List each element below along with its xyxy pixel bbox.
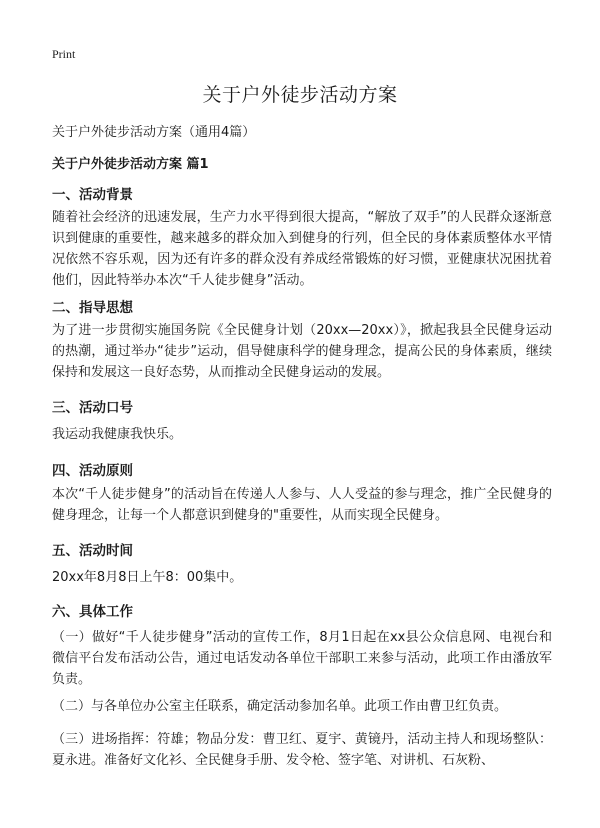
document-subtitle: 关于户外徒步活动方案（通用4篇）: [52, 125, 256, 140]
paragraph: 本次“千人徒步健身”的活动旨在传递人人参与、人人受益的参与理念，推广全民健身的健身理念，让每一个人都意识到健身的"重要性，从而实现全民健身。: [52, 487, 552, 523]
article-title: 关于户外徒步活动方案 篇1: [52, 157, 209, 172]
paragraph: 我运动我健康我快乐。: [52, 427, 183, 442]
paragraph: 为了进一步贯彻实施国务院《全民健身计划（20xx—20xx）》，掀起我县全民健身运动的热潮，通过举办“徒步”运动，倡导健康科学的健身理念，提高公民的身体素质，继续保持和发展这一良好态势，从而推动全民健身运动的发展。: [52, 323, 552, 380]
print-link[interactable]: Print: [52, 47, 76, 61]
paragraph: 随着社会经济的迅速发展，生产力水平得到很大提高，“解放了双手”的人民群众逐渐意识到健康的重要性，越来越多的群众加入到健身的行列，但全民的身体素质整体水平情况依然不容乐观，因为还有许多的群众没有养成经常锻炼的好习惯，亚健康状况困扰着他们，因此特举办本次“千人徒步健身”活动。: [52, 210, 552, 288]
page-title: 关于户外徒步活动方案: [202, 84, 398, 106]
section-heading: 二、指导思想: [52, 300, 133, 316]
paragraph: （二）与各单位办公室主任联系，确定活动参加名单。此项工作由曹卫红负责。: [52, 699, 508, 714]
section-heading: 六、具体工作: [52, 604, 133, 620]
section-heading: 一、活动背景: [52, 187, 133, 203]
paragraph: （一）做好“千人徒步健身”活动的宣传工作，8月1日起在xx县公众信息网、电视台和微信平台发布活动公告，通过电话发动各单位干部职工来参与活动，此项工作由潘放军负责。: [52, 630, 552, 687]
section-heading: 四、活动原则: [52, 463, 133, 479]
paragraph: 20xx年8月8日上午8：00集中。: [52, 570, 243, 585]
section-heading: 五、活动时间: [52, 543, 133, 559]
paragraph: （三）进场指挥：符雄；物品分发：曹卫红、夏宇、黄镜丹，活动主持人和现场整队：夏永进。准备好文化衫、全民健身手册、发令枪、签字笔、对讲机、石灰粉、: [52, 732, 552, 768]
section-heading: 三、活动口号: [52, 400, 133, 416]
